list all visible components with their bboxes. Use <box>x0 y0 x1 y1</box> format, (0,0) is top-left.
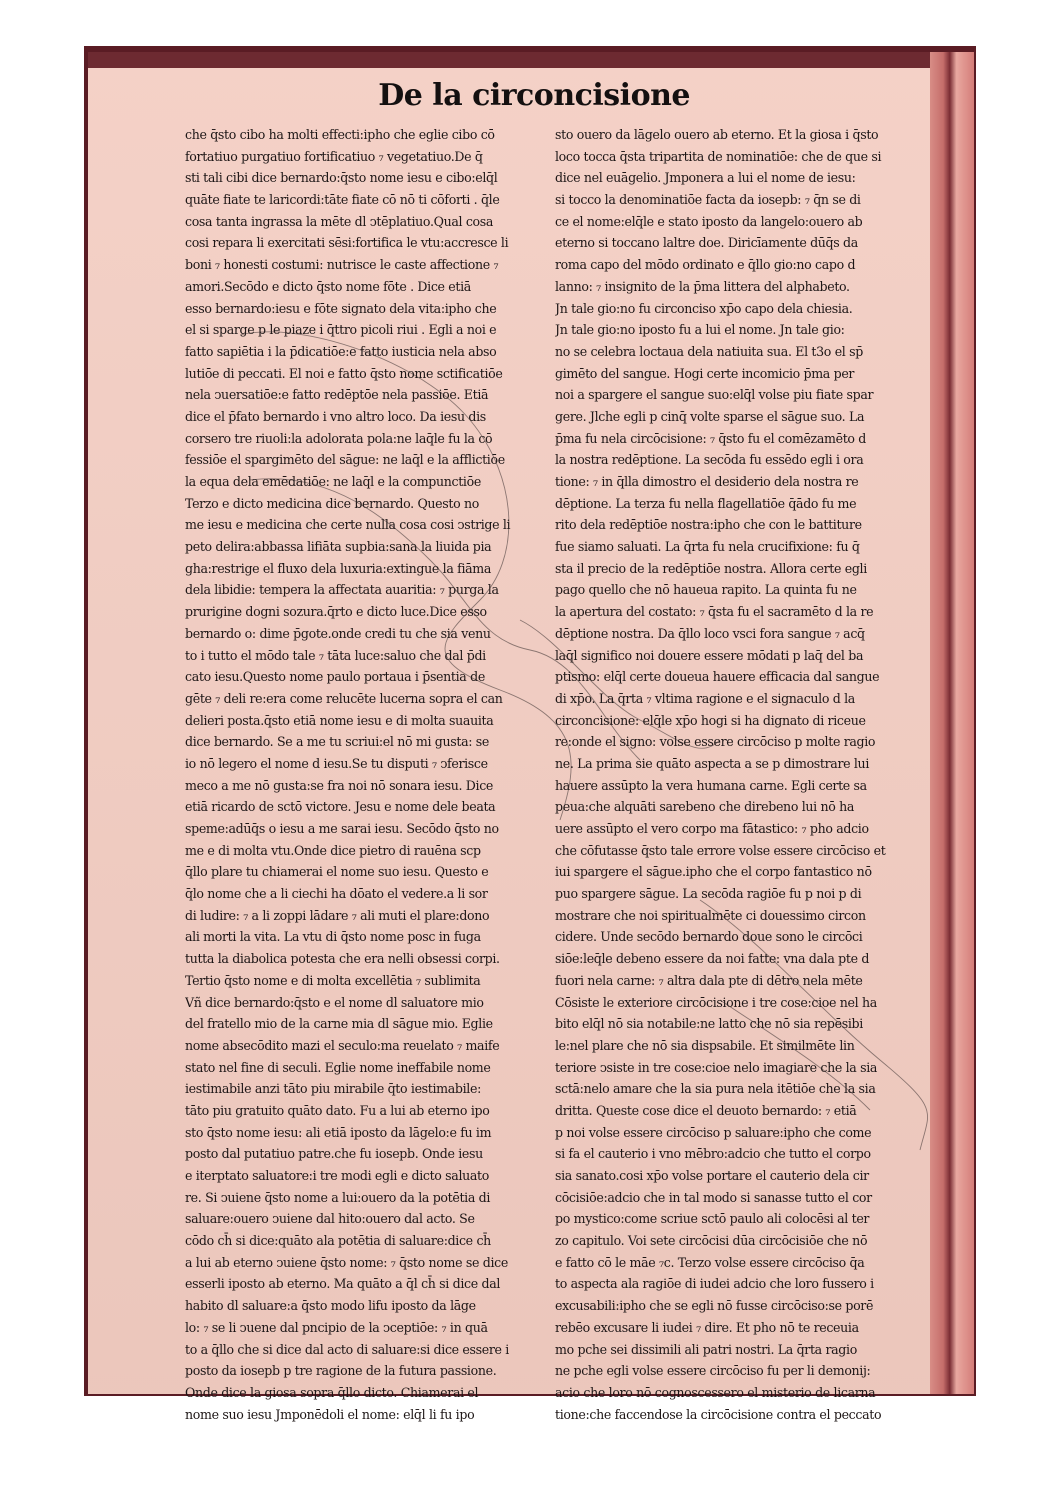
text-line: me e di molta vtu.Onde dice pietro di rauēna scp <box>185 842 481 858</box>
text-line: tione:che faccendose la circōcisione contra el peccato <box>555 1406 882 1422</box>
text-line: tutta la diabolica potesta che era nelli obsessi corpi. <box>185 951 500 967</box>
text-line: cōdo ch̄ si dice:quāto ala potētia di saluare:dice ch̄ <box>185 1233 491 1249</box>
text-line: sto ouero da lāgelo ouero ab eterno. Et la giosa i q̄sto <box>555 127 879 142</box>
text-line: me iesu e medicina che certe nulla cosa cosi ↄstrige li <box>185 517 511 533</box>
text-line: e iterptato saluatore:i tre modi egli e dicto saluato <box>185 1168 489 1183</box>
text-line: re. Si ↄuiene q̄sto nome a lui:ouero da la potētia di <box>185 1189 491 1205</box>
text-line: iestimabile anzi tāto piu mirabile q̄to iestimabile: <box>185 1081 481 1097</box>
text-line: to a q̄llo che si dice dal acto di saluare:si dice essere i <box>185 1341 509 1357</box>
text-line: Vñ dice bernardo:q̄sto e el nome dl saluatore mio <box>185 994 484 1010</box>
text-line: bito elq̄l nō sia notabile:ne latto che nō sia repēsibi <box>555 1016 863 1032</box>
text-line: posto dal putatiuo patre.che fu iosepb. Onde iesu <box>185 1146 483 1162</box>
text-line: dice el p̄fato bernardo i vno altro loco. Da iesu dis <box>185 408 486 424</box>
text-line: loco tocca q̄sta tripartita de nominatiōe: che de que si <box>555 148 882 164</box>
text-line: lanno: ₇ insignito de la p̄ma littera del alphabeto. <box>555 278 850 294</box>
text-line: noi a spargere el sangue suo:elq̄l volse piu fiate spar <box>555 387 874 403</box>
book-board-edge <box>930 52 974 1394</box>
text-line: di ludire: ₇ a li zoppi lādare ₇ ali muti el plare:dono <box>185 907 490 923</box>
text-line: gimēto del sangue. Hogi certe incomicio p̄ma per <box>555 365 855 381</box>
text-line: fessiōe el spargimēto del sāgue: ne laq̄l e la afflictiōe <box>185 452 505 468</box>
text-line: ali morti la vita. La vtu di q̄sto nome posc in fuga <box>185 929 481 945</box>
text-column-right <box>555 124 907 1425</box>
text-line: Jn tale gio:no fu circonciso xp̄o capo dela chiesia. <box>555 300 853 316</box>
text-line: fuori nela carne: ₇ altra dala pte di dētro nela mēte <box>555 972 863 988</box>
text-line: fortatiuo purgatiuo fortificatiuo ₇ vegetatiuo.De q̄ <box>185 148 483 164</box>
text-line: no se celebra loctaua dela natiuita sua. El t3o el sp̄ <box>555 343 863 359</box>
text-line: speme:adūq̄s o iesu a me sarai iesu. Secōdo q̄sto no <box>185 821 499 836</box>
text-line: sta il precio de la redēptiōe nostra. Allora certe egli <box>555 560 867 576</box>
text-line: delieri posta.q̄sto etiā nome iesu e di molta suauita <box>185 712 494 728</box>
text-line: rebēo excusare li iudei ₇ dire. Et pho nō te receuia <box>555 1319 859 1335</box>
text-line: posto da iosepb p tre ragione de la futura passione. <box>185 1363 497 1379</box>
text-line: q̄llo plare tu chiamerai el nome suo iesu. Questo e <box>185 864 489 880</box>
text-line: sia sanato.cosi xp̄o volse portare el cauterio dela cir <box>555 1168 869 1183</box>
text-line: cosi repara li exercitati sēsi:fortifica le vtu:accresce li <box>185 235 509 251</box>
text-line: dēptione. La terza fu nella flagellatiōe q̄ādo fu me <box>555 495 857 511</box>
text-line: siōe:leq̄le debeno essere da noi fatte: vna dala pte d <box>555 951 870 967</box>
text-line: la equa dela emēdatiōe: ne laq̄l e la compunctiōe <box>185 474 481 489</box>
text-line: gha:restrige el fluxo dela luxuria:extingue la fiāma <box>185 560 492 576</box>
text-line: sti tali cibi dice bernardo:q̄sto nome iesu e cibo:elq̄l <box>185 170 498 186</box>
text-line: prurigine dogni sozura.q̄rto e dicto luce.Dice esso <box>185 604 487 620</box>
text-line: Cōsiste le exteriore circōcisione i tre cose:cioe nel ha <box>555 994 877 1010</box>
text-line: tione: ₇ in q̄lla dimostro el desiderio dela nostra re <box>555 474 859 489</box>
text-line: Terzo e dicto medicina dice bernardo. Questo no <box>185 495 479 511</box>
text-line: di xp̄o. La q̄rta ₇ vltima ragione e el signaculo d la <box>555 690 855 706</box>
page-header: De la circoncisione <box>378 78 690 113</box>
text-line: dēptione nostra. Da q̄llo loco vsci fora sangue ₇ acq̄ <box>555 625 865 641</box>
text-line: circoncisione: elq̄le xp̄o hogi si ha dignato di riceue <box>555 712 866 728</box>
text-line: q̄lo nome che a li ciechi ha dōato el vedere.a li sor <box>185 886 488 902</box>
text-line: rito dela redēptiōe nostra:ipho che con le battiture <box>555 517 862 533</box>
text-line: sto q̄sto nome iesu: ali etiā iposto da lāgelo:e fu im <box>185 1124 492 1140</box>
text-line: meco a me nō gusta:se fra noi nō sonara iesu. Dice <box>185 777 494 793</box>
text-line: dice nel euāgelio. Jmponera a lui el nome de iesu: <box>555 170 856 186</box>
text-line: a lui ab eterno ↄuiene q̄sto nome: ₇ q̄sto nome se dice <box>185 1254 508 1270</box>
scan-top-edge <box>88 52 968 68</box>
text-line: etiā ricardo de sctō victore. Jesu e nome dele beata <box>185 799 496 815</box>
text-line: ptismo: elq̄l certe doueua hauere efficacia dal sangue <box>555 669 880 685</box>
text-line: che cōfutasse q̄sto tale errore volse essere circōciso et <box>555 842 886 858</box>
text-line: sctā:nelo amare che la sia pura nela itētiōe che la sia <box>555 1081 876 1097</box>
text-line: nome absecōdito mazi el seculo:ma reuelato ₇ maife <box>185 1037 500 1053</box>
text-line: iui spargere el sāgue.ipho che el corpo fantastico nō <box>555 864 872 880</box>
text-line: si fa el cauterio i vno mēbro:adcio che tutto el corpo <box>555 1146 871 1162</box>
text-line: gere. Jlche egli p cinq̄ volte sparse el sāgue suo. La <box>555 408 865 424</box>
text-line: tāto piu gratuito quāto dato. Fu a lui ab eterno ipo <box>185 1102 490 1118</box>
text-line: saluare:ouero ↄuiene dal hito:ouero dal acto. Se <box>185 1211 475 1227</box>
text-line: ne. La prima sie quāto aspecta a se p dimostrare lui <box>555 755 869 771</box>
text-line: habito dl saluare:a q̄sto modo lifu iposto da lāge <box>185 1298 476 1314</box>
text-line: mo pche sei dissimili ali patri nostri. La q̄rta ragio <box>555 1341 857 1357</box>
text-line: Onde dice la giosa sopra q̄llo dicto. Chiamerai el <box>185 1384 479 1400</box>
text-line: uere assūpto el vero corpo ma fātastico: ₇ pho adcio <box>555 821 869 836</box>
text-line: zo capitulo. Voi sete circōcisi dūa circōcisiōe che nō <box>555 1233 868 1249</box>
text-line: lo: ₇ se li ↄuene dal pncipio de la ↄceptiōe: ₇ in quā <box>185 1319 488 1335</box>
text-line: Tertio q̄sto nome e di molta excellētia ₇ sublimita <box>185 972 481 988</box>
text-line: cato iesu.Questo nome paulo portaua i p̄sentia de <box>185 669 485 685</box>
text-line: po mystico:come scriue sctō paulo ali colocēsi al ter <box>555 1211 870 1227</box>
text-line: dela libidie: tempera la affectata auaritia: ₇ purga la <box>185 582 499 598</box>
text-line: hauere assūpto la vera humana carne. Egli certe sa <box>555 777 867 793</box>
text-line: peua:che alquāti sarebeno che direbeno lui nō ha <box>555 799 855 815</box>
text-line: dritta. Queste cose dice el deuoto bernardo: ₇ etiā <box>555 1102 857 1118</box>
text-line: si tocco la denominatiōe facta da iosepb: ₇ q̄n se di <box>555 192 861 208</box>
text-line: peto delira:abbassa lifiāta supbia:sana la liuida pia <box>185 539 492 555</box>
text-line: la nostra redēptione. La secōda fu essēdo egli i ora <box>555 452 864 468</box>
text-line: bernardo o: dime p̄gote.onde credi tu che sia venu <box>185 625 491 641</box>
text-line: el si sparge p le piaze i q̄ttro picoli riui . Egli a noi e <box>185 322 497 338</box>
text-line: pago quello che nō haueua rapito. La quinta fu ne <box>555 582 857 598</box>
text-line: p̄ma fu nela circōcisione: ₇ q̄sto fu el comēzamēto d <box>555 430 867 446</box>
text-line: puo spargere sāgue. La secōda ragiōe fu p noi p di <box>555 886 862 902</box>
text-line: io nō legero el nome d iesu.Se tu disputi ₇ ↄferisce <box>185 755 488 771</box>
text-line: Jn tale gio:no iposto fu a lui el nome. Jn tale gio: <box>555 322 845 338</box>
text-line: esserli iposto ab eterno. Ma quāto a q̄l ch̄ si dice dal <box>185 1276 501 1292</box>
text-line: amori.Secōdo e dicto q̄sto nome fōte . Dice etiā <box>185 278 471 294</box>
text-line: lutiōe di peccati. El noi e fatto q̄sto nome sctificatiōe <box>185 365 503 381</box>
text-line: esso bernardo:iesu e fōte signato dela vita:ipho che <box>185 300 497 316</box>
text-line: ce el nome:elq̄le e stato iposto da langelo:ouero ab <box>555 213 863 229</box>
text-line: del fratello mio de la carne mia dl sāgue mio. Eglie <box>185 1016 493 1032</box>
text-line: boni ₇ honesti costumi: nutrisce le caste affectione ₇ <box>185 257 499 273</box>
text-line: quāte fiate te laricordi:tāte fiate cō nō ti cōforti . q̄le <box>185 192 500 208</box>
text-line: cōcisiōe:adcio che in tal modo si sanasse tutto el cor <box>555 1189 872 1205</box>
text-line: p noi volse essere circōciso p saluare:ipho che come <box>555 1124 872 1140</box>
text-line: nela ↄuersatiōe:e fatto redēptōe nela passiōe. Etiā <box>185 387 489 403</box>
text-line: ne pche egli volse essere circōciso fu per li demonij: <box>555 1363 871 1379</box>
text-line: nome suo iesu Jmponēdoli el nome: elq̄l li fu ipo <box>185 1406 475 1422</box>
text-line: eterno si toccano laltre doe. Diricīamente dūq̄s da <box>555 235 858 251</box>
text-line: le:nel plare che nō sia dispsabile. Et similmēte lin <box>555 1037 855 1053</box>
text-line: e fatto cō le māe ₇c. Terzo volse essere circōciso q̄a <box>555 1254 865 1270</box>
text-line: fue siamo saluati. La q̄rta fu nela crucifixione: fu q̄ <box>555 539 860 555</box>
text-line: re:onde el signo: volse essere circōciso p molte ragio <box>555 734 876 750</box>
text-line: laq̄l significo noi douere essere mōdati p laq̄ del ba <box>555 647 864 663</box>
text-line: cidere. Unde secōdo bernardo doue sono le circōci <box>555 929 863 945</box>
text-line: roma capo del mōdo ordinato e q̄llo gio:no capo d <box>555 257 856 273</box>
text-line: acio che loro nō cognoscessero el misterio de licarna <box>555 1384 876 1400</box>
text-line: gēte ₇ deli re:era come relucēte lucerna sopra el can <box>185 690 503 706</box>
text-line: la apertura del costato: ₇ q̄sta fu el sacramēto d la re <box>555 604 874 620</box>
text-line: corsero tre riuoli:la adolorata pola:ne laq̄le fu la cō <box>185 430 493 446</box>
text-line: teriore ↄsiste in tre cose:cioe nelo imagiare che la sia <box>555 1059 878 1075</box>
text-line: cosa tanta ingrassa la mēte dl ↄtēplatiuo.Qual cosa <box>185 213 494 229</box>
text-line: dice bernardo. Se a me tu scriui:el nō mi gusta: se <box>185 734 489 750</box>
text-line: to i tutto el mōdo tale ₇ tāta luce:saluo che dal p̄di <box>185 647 486 663</box>
text-line: fatto sapiētia i la p̄dicatiōe:e fatto iusticia nela abso <box>185 343 497 359</box>
text-line: che q̄sto cibo ha molti effecti:ipho che eglie cibo cō <box>185 127 495 142</box>
text-line: mostrare che noi spiritualmēte ci douessimo circon <box>555 907 866 923</box>
text-line: stato nel fine di seculi. Eglie nome ineffabile nome <box>185 1059 491 1075</box>
text-line: to aspecta ala ragiōe di iudei adcio che loro fussero i <box>555 1276 874 1292</box>
text-column-left <box>185 124 533 1425</box>
text-line: excusabili:ipho che se egli nō fusse circōciso:se porē <box>555 1298 874 1314</box>
